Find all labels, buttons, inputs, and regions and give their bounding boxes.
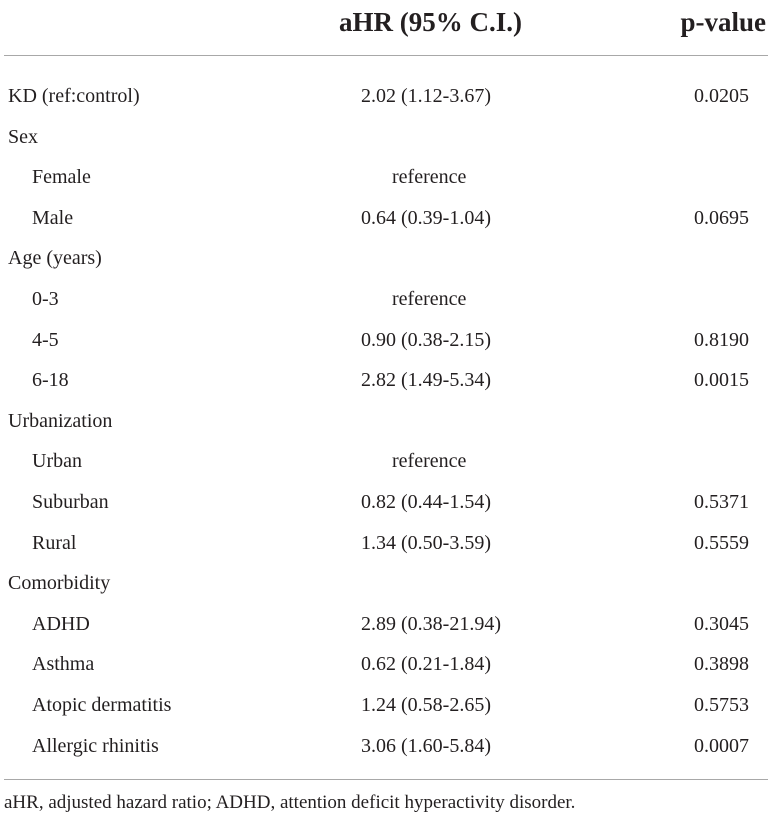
table-row [0,527,772,568]
row-label: Age (years) [8,247,102,270]
row-ahr: reference [392,166,467,189]
table-row [0,567,772,608]
row-p-value: 0.0695 [694,206,749,229]
table-row [0,324,772,365]
table-row [0,283,772,324]
row-ahr: 0.62 (0.21-1.84) [361,653,491,676]
row-ahr: 3.06 (1.60-5.84) [361,734,491,757]
row-p-value: 0.8190 [694,328,749,351]
table-row [0,242,772,283]
table-row [0,121,772,162]
row-p-value: 0.0015 [694,369,749,392]
table-bottom-rule [4,779,768,780]
row-ahr: 0.90 (0.38-2.15) [361,328,491,351]
row-sublabel: Atopic dermatitis [32,693,172,716]
table-row [0,486,772,527]
row-sublabel: Male [32,206,74,229]
row-ahr: 0.64 (0.39-1.04) [361,206,491,229]
table-body [0,56,772,770]
row-sublabel: Rural [32,531,77,554]
row-p-value: 0.5559 [694,531,749,554]
row-sublabel: 0-3 [32,287,59,310]
row-sublabel: ADHD [32,612,90,635]
row-label: KD (ref:control) [8,85,140,107]
row-ahr: reference [392,287,467,310]
table-row [0,202,772,243]
row-ahr: 0.82 (0.44-1.54) [361,490,491,513]
row-label: Sex [8,125,38,148]
table-row [0,730,772,771]
header-ahr: aHR (95% C.I.) [339,7,522,37]
row-ahr: 1.34 (0.50-3.59) [361,531,491,554]
table-footnote: aHR, adjusted hazard ratio; ADHD, attention deficit hyperactivity disorder. [4,792,576,813]
row-ahr: 2.02 (1.12-3.67) [361,85,491,107]
table-row [0,608,772,649]
row-label: Comorbidity [8,572,111,595]
row-p-value: 0.3045 [694,612,749,635]
table-row [0,405,772,446]
row-ahr: 2.89 (0.38-21.94) [361,612,501,635]
row-sublabel: 6-18 [32,369,69,392]
row-p-value: 0.0007 [694,734,749,757]
row-sublabel: Suburban [32,490,109,513]
table-row [0,648,772,689]
row-label: Urbanization [8,409,113,432]
table-row [0,445,772,486]
table-row [0,689,772,730]
table-header [4,0,768,56]
row-p-value: 0.5371 [694,490,749,513]
row-p-value: 0.5753 [694,693,749,716]
row-sublabel: Urban [32,450,82,473]
row-sublabel: 4-5 [32,328,59,351]
row-ahr: 1.24 (0.58-2.65) [361,693,491,716]
row-p-value: 0.0205 [694,85,749,107]
row-ahr: 2.82 (1.49-5.34) [361,369,491,392]
row-p-value: 0.3898 [694,653,749,676]
row-sublabel: Asthma [32,653,95,676]
row-sublabel: Allergic rhinitis [32,734,159,757]
table-row [0,364,772,405]
table-row [0,80,772,121]
row-ahr: reference [392,450,467,473]
table-row [0,161,772,202]
row-sublabel: Female [32,166,91,189]
header-p-value: p-value [680,7,766,37]
